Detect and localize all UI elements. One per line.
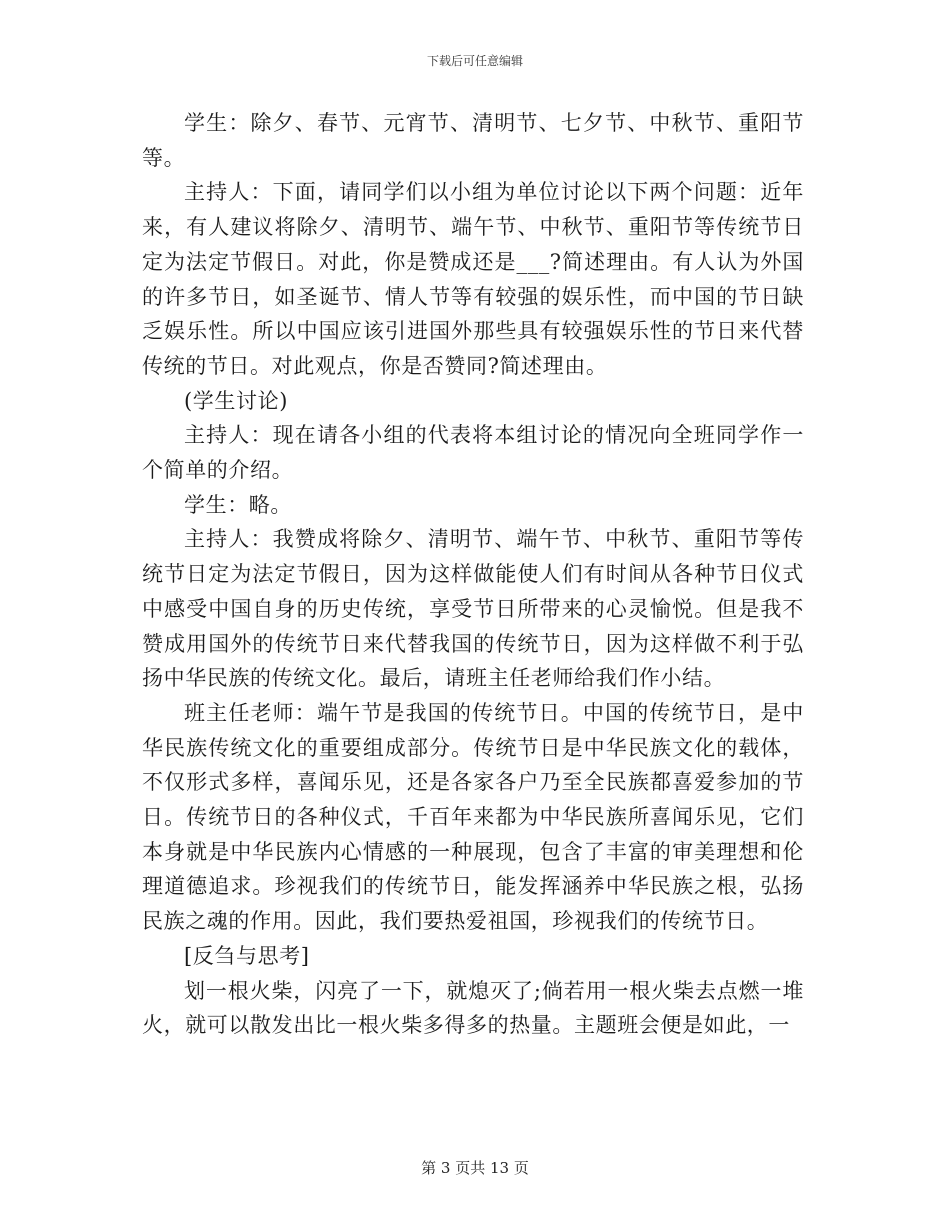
paragraph-student-answer: 学生：除夕、春节、元宵节、清明节、七夕节、中秋节、重阳节等。 [142, 111, 804, 170]
paragraph-host-summary: 主持人：我赞成将除夕、清明节、端午节、中秋节、重阳节等传统节日定为法定节假日，因为这样做能使人们有时间从各种节日仪式中感受中国自身的历史传统，享受节日所带来的心灵愉悦。但是我不赞成用国外的传统节日来代替我国的传统节日，因为这样做不利于弘扬中华民族的传统文化。最后，请班主任老师给我们作小结。 [142, 527, 804, 691]
paragraph-student-omitted: 学生：略。 [184, 492, 292, 517]
section-heading-reflection: [反刍与思考] [184, 943, 310, 968]
paragraph-host-invite: 主持人：现在请各小组的代表将本组讨论的情况向全班同学作一个简单的介绍。 [142, 423, 804, 483]
page-number: 第 3 页共 13 页 [421, 1159, 529, 1177]
paragraph-teacher-conclusion: 班主任老师：端午节是我国的传统节日。中国的传统节日，是中华民族传统文化的重要组成部分。传统节日是中华民族文化的载体，不仅形式多样，喜闻乐见，还是各家各户乃至全民族都喜爱参加的节日。传统节日的各种仪式，千百年来都为中华民族所喜闻乐见，它们本身就是中华民族内心情感的一种展现，包含了丰富的审美理想和伦理道德追求。珍视我们的传统节日，能发挥涵养中华民族之根，弘扬民族之魂的作用。因此，我们要热爱祖国，珍视我们的传统节日。 [142, 700, 804, 934]
page-header: 下载后可任意编辑 [426, 54, 523, 68]
document-body [142, 106, 804, 1043]
paragraph-host-questions: 主持人：下面，请同学们以小组为单位讨论以下两个问题：近年来，有人建议将除夕、清明节、端午节、中秋节、重阳节等传统节日定为法定节假日。对此，你是赞成还是___?简述理由。有人认为外国的许多节日，如圣诞节、情人节等有较强的娱乐性，而中国的节日缺乏娱乐性。所以中国应该引进国外那些具有较强娱乐性的节日来代替传统的节日。对此观点，你是否赞同?简述理由。 [142, 180, 804, 378]
paragraph-student-discussion: (学生讨论) [184, 388, 288, 413]
paragraph-reflection: 划一根火柴，闪亮了一下，就熄灭了;倘若用一根火柴去点燃一堆火，就可以散发出比一根火柴多得多的热量。主题班会便是如此，一 [142, 978, 804, 1038]
